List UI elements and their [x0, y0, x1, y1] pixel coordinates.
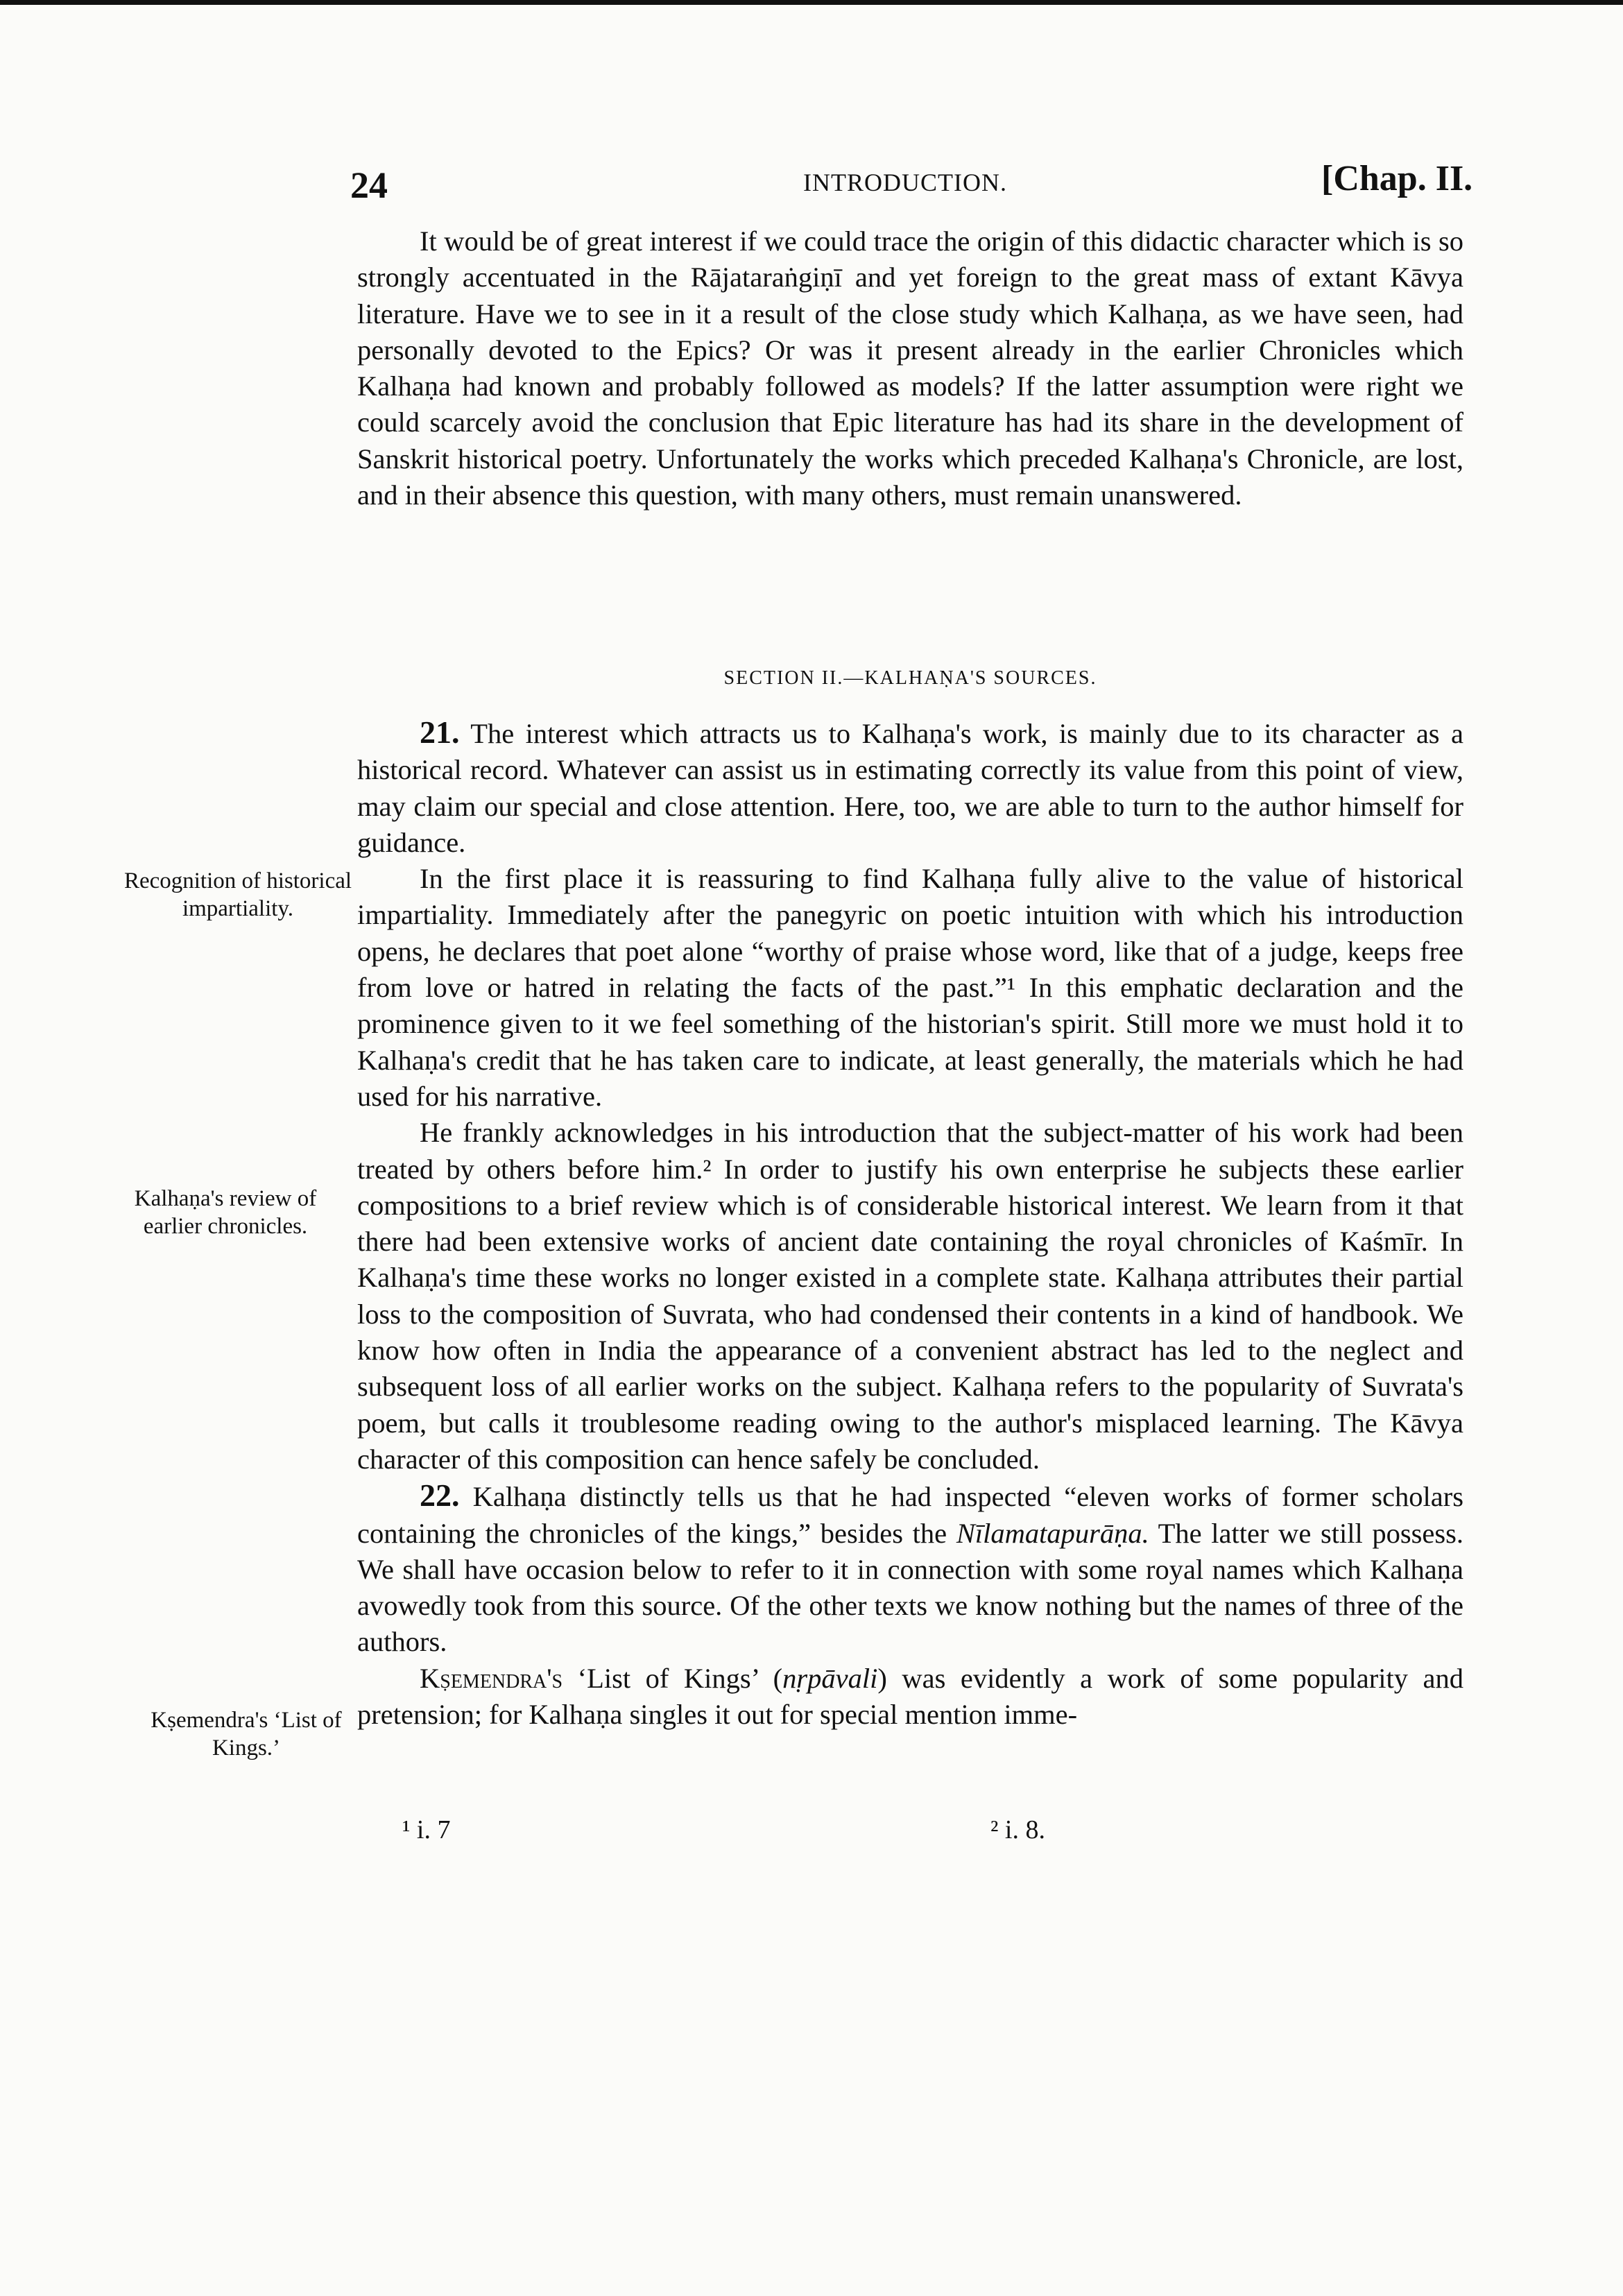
paragraph-number-22: 22. [420, 1477, 460, 1514]
kings-text-b: ) was evidently a work of some popularity and pretension; for Kalhaṇa singles it out for special mention imme- [357, 1662, 1464, 1731]
page-header [0, 158, 1623, 207]
paragraph-21 [357, 714, 1463, 861]
margin-note-kshemendra: Kṣemendra's ‘List of Kings.’ [151, 1708, 342, 1760]
nilamata-title: Nīlamatapurāṇa. [956, 1517, 1149, 1549]
paragraph-21-text: The interest which attracts us to Kalhaṇa's work, is mainly due to its character as a historical record. Whatever can assist us in estimating correctly its value from this point of view, may claim our special and close attention. Here, too, we are able to turn to the author himself for guidance. [357, 718, 1463, 858]
margin-note-review: Kalhaṇa's review of earlier chronicles. [134, 1186, 317, 1239]
opening-paragraph-block [357, 223, 1463, 513]
kshemendra-name: Kṣemendra's [420, 1662, 563, 1694]
paragraph-impartiality: In the first place it is reassuring to find Kalhaṇa fully alive to the value of historical impartiality. Immediately after the panegyric on poetic intuition with which his introduction opens, he declares that poet alone “worthy of praise whose word, like that of a judge, keeps free from love or hatred in relating the facts of the past.”¹ In this emphatic declaration and the prominence given to it we feel something of the historian's spirit. Still more we must hold it to Kalhaṇa's credit that he has taken care to indicate, at least generally, the materials which he had used for his narrative. [357, 863, 1463, 1112]
page-number: 24 [350, 164, 388, 206]
running-title: INTRODUCTION. [803, 169, 1007, 196]
kings-text-a: ‘List of Kings’ ( [577, 1662, 783, 1694]
paragraph-list-of-kings [357, 1661, 1463, 1733]
margin-note-impartiality: Recognition of historical impartiality. [123, 868, 352, 921]
footnote-2: ² i. 8. [990, 1815, 1045, 1844]
paragraph-didactic-character: It would be of great interest if we could trace the origin of this didactic character which is so strongly accentuated in the Rājataraṅgiṇī and yet foreign to the great mass of extant Kāvya literature. Have we to see in it a result of the close study which Kalhaṇa, as we have seen, had personally devoted to the Epics? Or was it present already in the earlier Chronicles which Kalhaṇa had known and probably followed as models? If the latter assumption were right we could scarcely avoid the conclusion that Epic literature has had its share in the development of Sanskrit historical poetry. Unfortunately the works which preceded Kalhaṇa's Chronicle, are lost, and in their absence this question, with many others, must remain unanswered. [357, 225, 1463, 511]
paragraph-number-21: 21. [420, 714, 460, 750]
paragraph-22 [357, 1477, 1463, 1660]
paragraph-22-text-b: The latter we still possess. We shall have occasion below to refer to it in connection with some royal names which Kalhaṇa avowedly took from this source. Of the other texts we know nothing but the names of three of the authors. [357, 1517, 1464, 1658]
section-body [357, 714, 1463, 1733]
section-title: SECTION II.—KALHAṆA'S SOURCES. [723, 667, 1097, 689]
paragraph-22-text-a: Kalhaṇa distinctly tells us that he had inspected “eleven works of former scholars containing the chronicles of the kings,” besides the [357, 1481, 1464, 1549]
chapter-label: [Chap. II. [1321, 159, 1473, 198]
footnote-1: ¹ i. 7 [402, 1815, 451, 1844]
scan-top-edge [0, 0, 1623, 5]
paragraph-review: He frankly acknowledges in his introduction that the subject-matter of his work had been treated by others before him.² In order to justify his own enterprise he subjects these earlier compositions to a brief review which is of considerable historical interest. We learn from it that there had been extensive works of ancient date containing the royal chronicles of Kaśmīr. In Kalhaṇa's time these works no longer existed in a complete state. Kalhaṇa attributes their partial loss to the composition of Suvrata, who had condensed their contents in a kind of handbook. We know how often in India the appearance of a convenient abstract has led to the neglect and subsequent loss of all earlier works on the subject. Kalhaṇa refers to the popularity of Suvrata's poem, but calls it troublesome reading owing to the author's misplaced learning. The Kāvya character of this composition can hence safely be concluded. [357, 1117, 1463, 1475]
nrpavali-title: nṛpāvali [782, 1662, 878, 1694]
